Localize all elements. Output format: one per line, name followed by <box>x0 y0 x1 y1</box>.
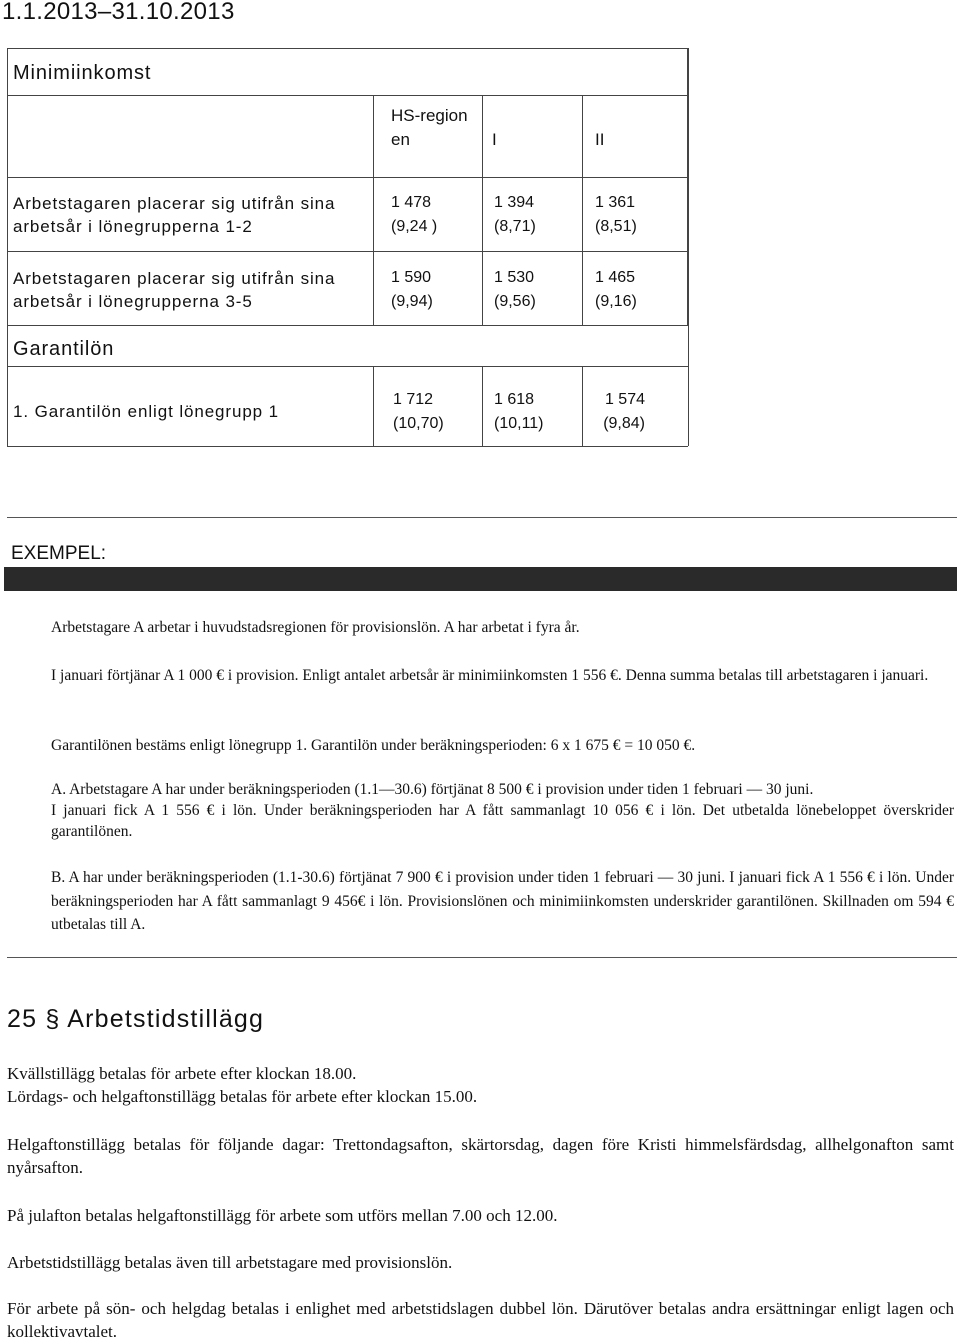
value-i-groups-3-5: 1 530 (9,56) <box>494 269 536 310</box>
section-number: 25 <box>7 1005 38 1033</box>
example-case-a: A. Arbetstagare A har under beräkningsperioden (1.1—30.6) förtjänat 8 500 € i provision under tiden 1 februari — 30 juni. <box>51 781 814 798</box>
row-label-groups-1-2: Arbetstagaren placerar sig utifrån sina arbetsår i lönegrupperna 1-2 <box>13 194 336 236</box>
table-title: Minimiinkomst <box>13 62 152 84</box>
value-ii-groups-3-5: 1 465 (9,16) <box>595 269 637 310</box>
table-rule-5 <box>7 366 688 367</box>
section-symbol: § <box>45 1005 61 1033</box>
row-label-guarantee-group-1: 1. Garantilön enligt lönegrupp 1 <box>13 402 280 421</box>
value-i-guarantee: 1 618 (10,11) <box>494 391 544 432</box>
value-i-groups-1-2: 1 394 (8,71) <box>494 194 536 235</box>
section-title <box>7 1005 264 1034</box>
value-ii-groups-1-2: 1 361 (8,51) <box>595 194 637 235</box>
guarantee-wage-title: Garantilön <box>13 338 115 360</box>
table-border-left <box>7 48 8 446</box>
example-paragraph-3: Garantilönen bestäms enligt lönegrupp 1. Garantilön under beräkningsperioden: 6 x 1 675 € = 10 050 €. <box>51 737 696 754</box>
table-border-right-full <box>688 48 689 446</box>
table-rule-1 <box>7 95 688 96</box>
col-divider-1b <box>373 366 374 446</box>
example-heading: EXEMPEL: <box>11 543 107 564</box>
col-divider-1a <box>373 95 374 326</box>
example-rule-bottom <box>7 957 957 958</box>
period-heading: 1.1.2013–31.10.2013 <box>2 0 235 25</box>
section-heading: Arbetstidstillägg <box>67 1005 265 1033</box>
example-paragraph-2: I januari förtjänar A 1 000 € i provision. Enligt antalet arbetsår är minimiinkomsten 1 556 €. Denna summa betalas till arbetstagaren i januari. <box>51 667 929 684</box>
section-paragraph-6: För arbete på sön- och helgdag betalas i enlighet med arbetstidslagen dubbel lön. Därutöver betalas andra ersättningar enligt lagen och kollektivavtalet. <box>7 1299 954 1341</box>
value-hs-groups-1-2: 1 478 (9,24 ) <box>391 194 438 235</box>
example-paragraph-1: Arbetstagare A arbetar i huvudstadsregionen för provisionslön. A har arbetat i fyra år. <box>51 619 580 636</box>
example-case-b: B. A har under beräkningsperioden (1.1-30.6) förtjänat 7 900 € i provision under tiden 1 februari — 30 juni. I januari fick A 1 556 € i lön. Under beräkningsperioden har A fått sammanlagt 9 456€ i lön. Provisionslönen och minimiinkomsten underskrider garantilönen. Skillnaden om 594 € utbetalas till A. <box>51 869 954 933</box>
column-header-i: I <box>492 130 497 149</box>
value-hs-groups-3-5: 1 590 (9,94) <box>391 269 433 310</box>
column-header-ii: II <box>595 130 605 149</box>
col-divider-3a <box>582 95 583 326</box>
table-border-bottom <box>7 446 688 447</box>
col-divider-2b <box>482 366 483 446</box>
col-divider-2a <box>482 95 483 326</box>
section-paragraph-4: På julafton betalas helgaftonstillägg för arbete som utförs mellan 7.00 och 12.00. <box>7 1206 558 1225</box>
section-paragraph-3: Helgaftonstillägg betalas för följande dagar: Trettondagsafton, skärtorsdag, dagen före Kristi himmelsfärdsdag, allhelgonafton samt nyårsafton. <box>7 1135 954 1177</box>
example-rule-top <box>7 517 957 518</box>
example-case-a-detail: I januari fick A 1 556 € i lön. Under beräkningsperioden har A fått sammanlagt 10 056 € i lön. Det utbetalda lönebeloppet överskrider garantilönen. <box>51 802 954 840</box>
table-rule-4 <box>7 325 688 326</box>
example-bar <box>4 567 957 591</box>
col-divider-3b <box>582 366 583 446</box>
section-paragraph-2: Lördags- och helgaftonstillägg betalas för arbete efter klockan 15.00. <box>7 1087 478 1106</box>
row-label-groups-3-5: Arbetstagaren placerar sig utifrån sina arbetsår i lönegrupperna 3-5 <box>13 269 336 311</box>
table-rule-3 <box>7 251 688 252</box>
section-paragraph-5: Arbetstidstillägg betalas även till arbetstagare med provisionslön. <box>7 1253 453 1272</box>
value-hs-guarantee: 1 712 (10,70) <box>393 391 444 432</box>
column-header-hs-region: HS-regionen <box>391 106 468 149</box>
section-paragraph-1: Kvällstillägg betalas för arbete efter klockan 18.00. <box>7 1064 357 1083</box>
table-rule-2 <box>7 177 688 178</box>
minimum-income-table <box>7 48 687 446</box>
value-ii-guarantee: 1 574 (9,84) <box>603 391 645 432</box>
table-border-top <box>7 48 688 49</box>
